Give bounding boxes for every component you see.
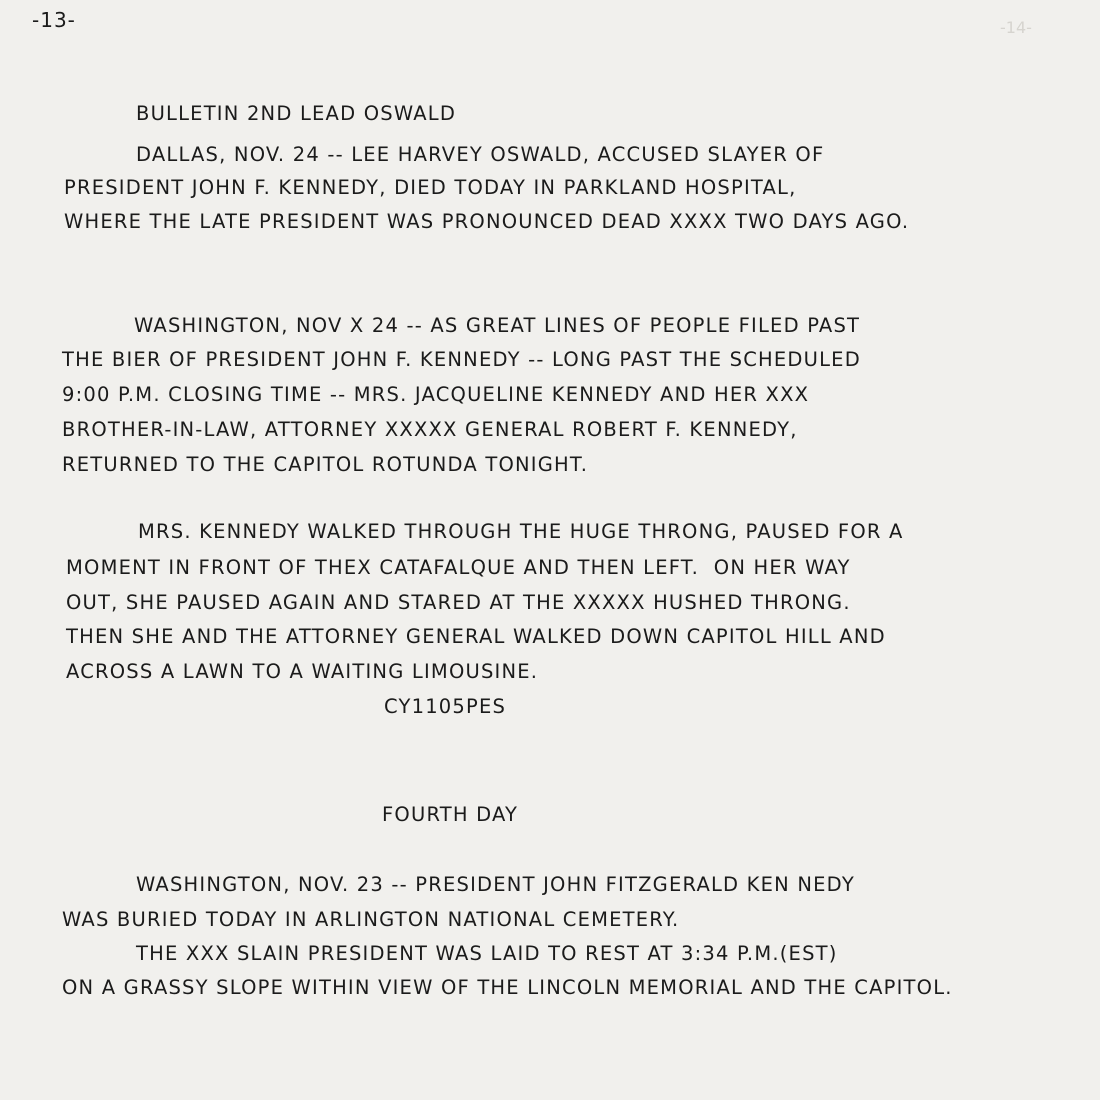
wire-code: CY1105PES — [384, 695, 507, 718]
bulletin-heading: BULLETIN 2ND LEAD OSWALD — [136, 102, 457, 125]
story-line: THE XXX SLAIN PRESIDENT WAS LAID TO REST AT 3:34 P.M.(EST) — [136, 942, 838, 965]
bulletin-line: PRESIDENT JOHN F. KENNEDY, DIED TODAY IN PARKLAND HOSPITAL, — [64, 176, 797, 199]
story-line: THE BIER OF PRESIDENT JOHN F. KENNEDY -- LONG PAST THE SCHEDULED — [62, 348, 861, 371]
story-line: RETURNED TO THE CAPITOL ROTUNDA TONIGHT. — [62, 453, 589, 476]
paragraph-line: MRS. KENNEDY WALKED THROUGH THE HUGE THRONG, PAUSED FOR A — [138, 520, 904, 543]
bleed-through-page-number: -14- — [1000, 18, 1032, 37]
paragraph-line: ACROSS A LAWN TO A WAITING LIMOUSINE. — [66, 660, 539, 683]
bulletin-line: WHERE THE LATE PRESIDENT WAS PRONOUNCED DEAD XXXX TWO DAYS AGO. — [64, 210, 910, 233]
paragraph-line: OUT, SHE PAUSED AGAIN AND STARED AT THE XXXXX HUSHED THRONG. — [66, 591, 851, 614]
paragraph-line: MOMENT IN FRONT OF THEX CATAFALQUE AND THEN LEFT. ON HER WAY — [66, 556, 851, 579]
story-line: 9:00 P.M. CLOSING TIME -- MRS. JACQUELINE KENNEDY AND HER XXX — [62, 383, 810, 406]
story-line: BROTHER-IN-LAW, ATTORNEY XXXXX GENERAL ROBERT F. KENNEDY, — [62, 418, 798, 441]
story-line: WAS BURIED TODAY IN ARLINGTON NATIONAL CEMETERY. — [62, 908, 680, 931]
section-heading: FOURTH DAY — [382, 803, 519, 826]
story-line: WASHINGTON, NOV X 24 -- AS GREAT LINES OF PEOPLE FILED PAST — [134, 314, 861, 337]
story-line: ON A GRASSY SLOPE WITHIN VIEW OF THE LINCOLN MEMORIAL AND THE CAPITOL. — [62, 976, 953, 999]
page-number: -13- — [32, 8, 76, 32]
bulletin-line: DALLAS, NOV. 24 -- LEE HARVEY OSWALD, ACCUSED SLAYER OF — [136, 143, 825, 166]
story-line: WASHINGTON, NOV. 23 -- PRESIDENT JOHN FITZGERALD KEN NEDY — [136, 873, 855, 896]
paragraph-line: THEN SHE AND THE ATTORNEY GENERAL WALKED DOWN CAPITOL HILL AND — [66, 625, 886, 648]
